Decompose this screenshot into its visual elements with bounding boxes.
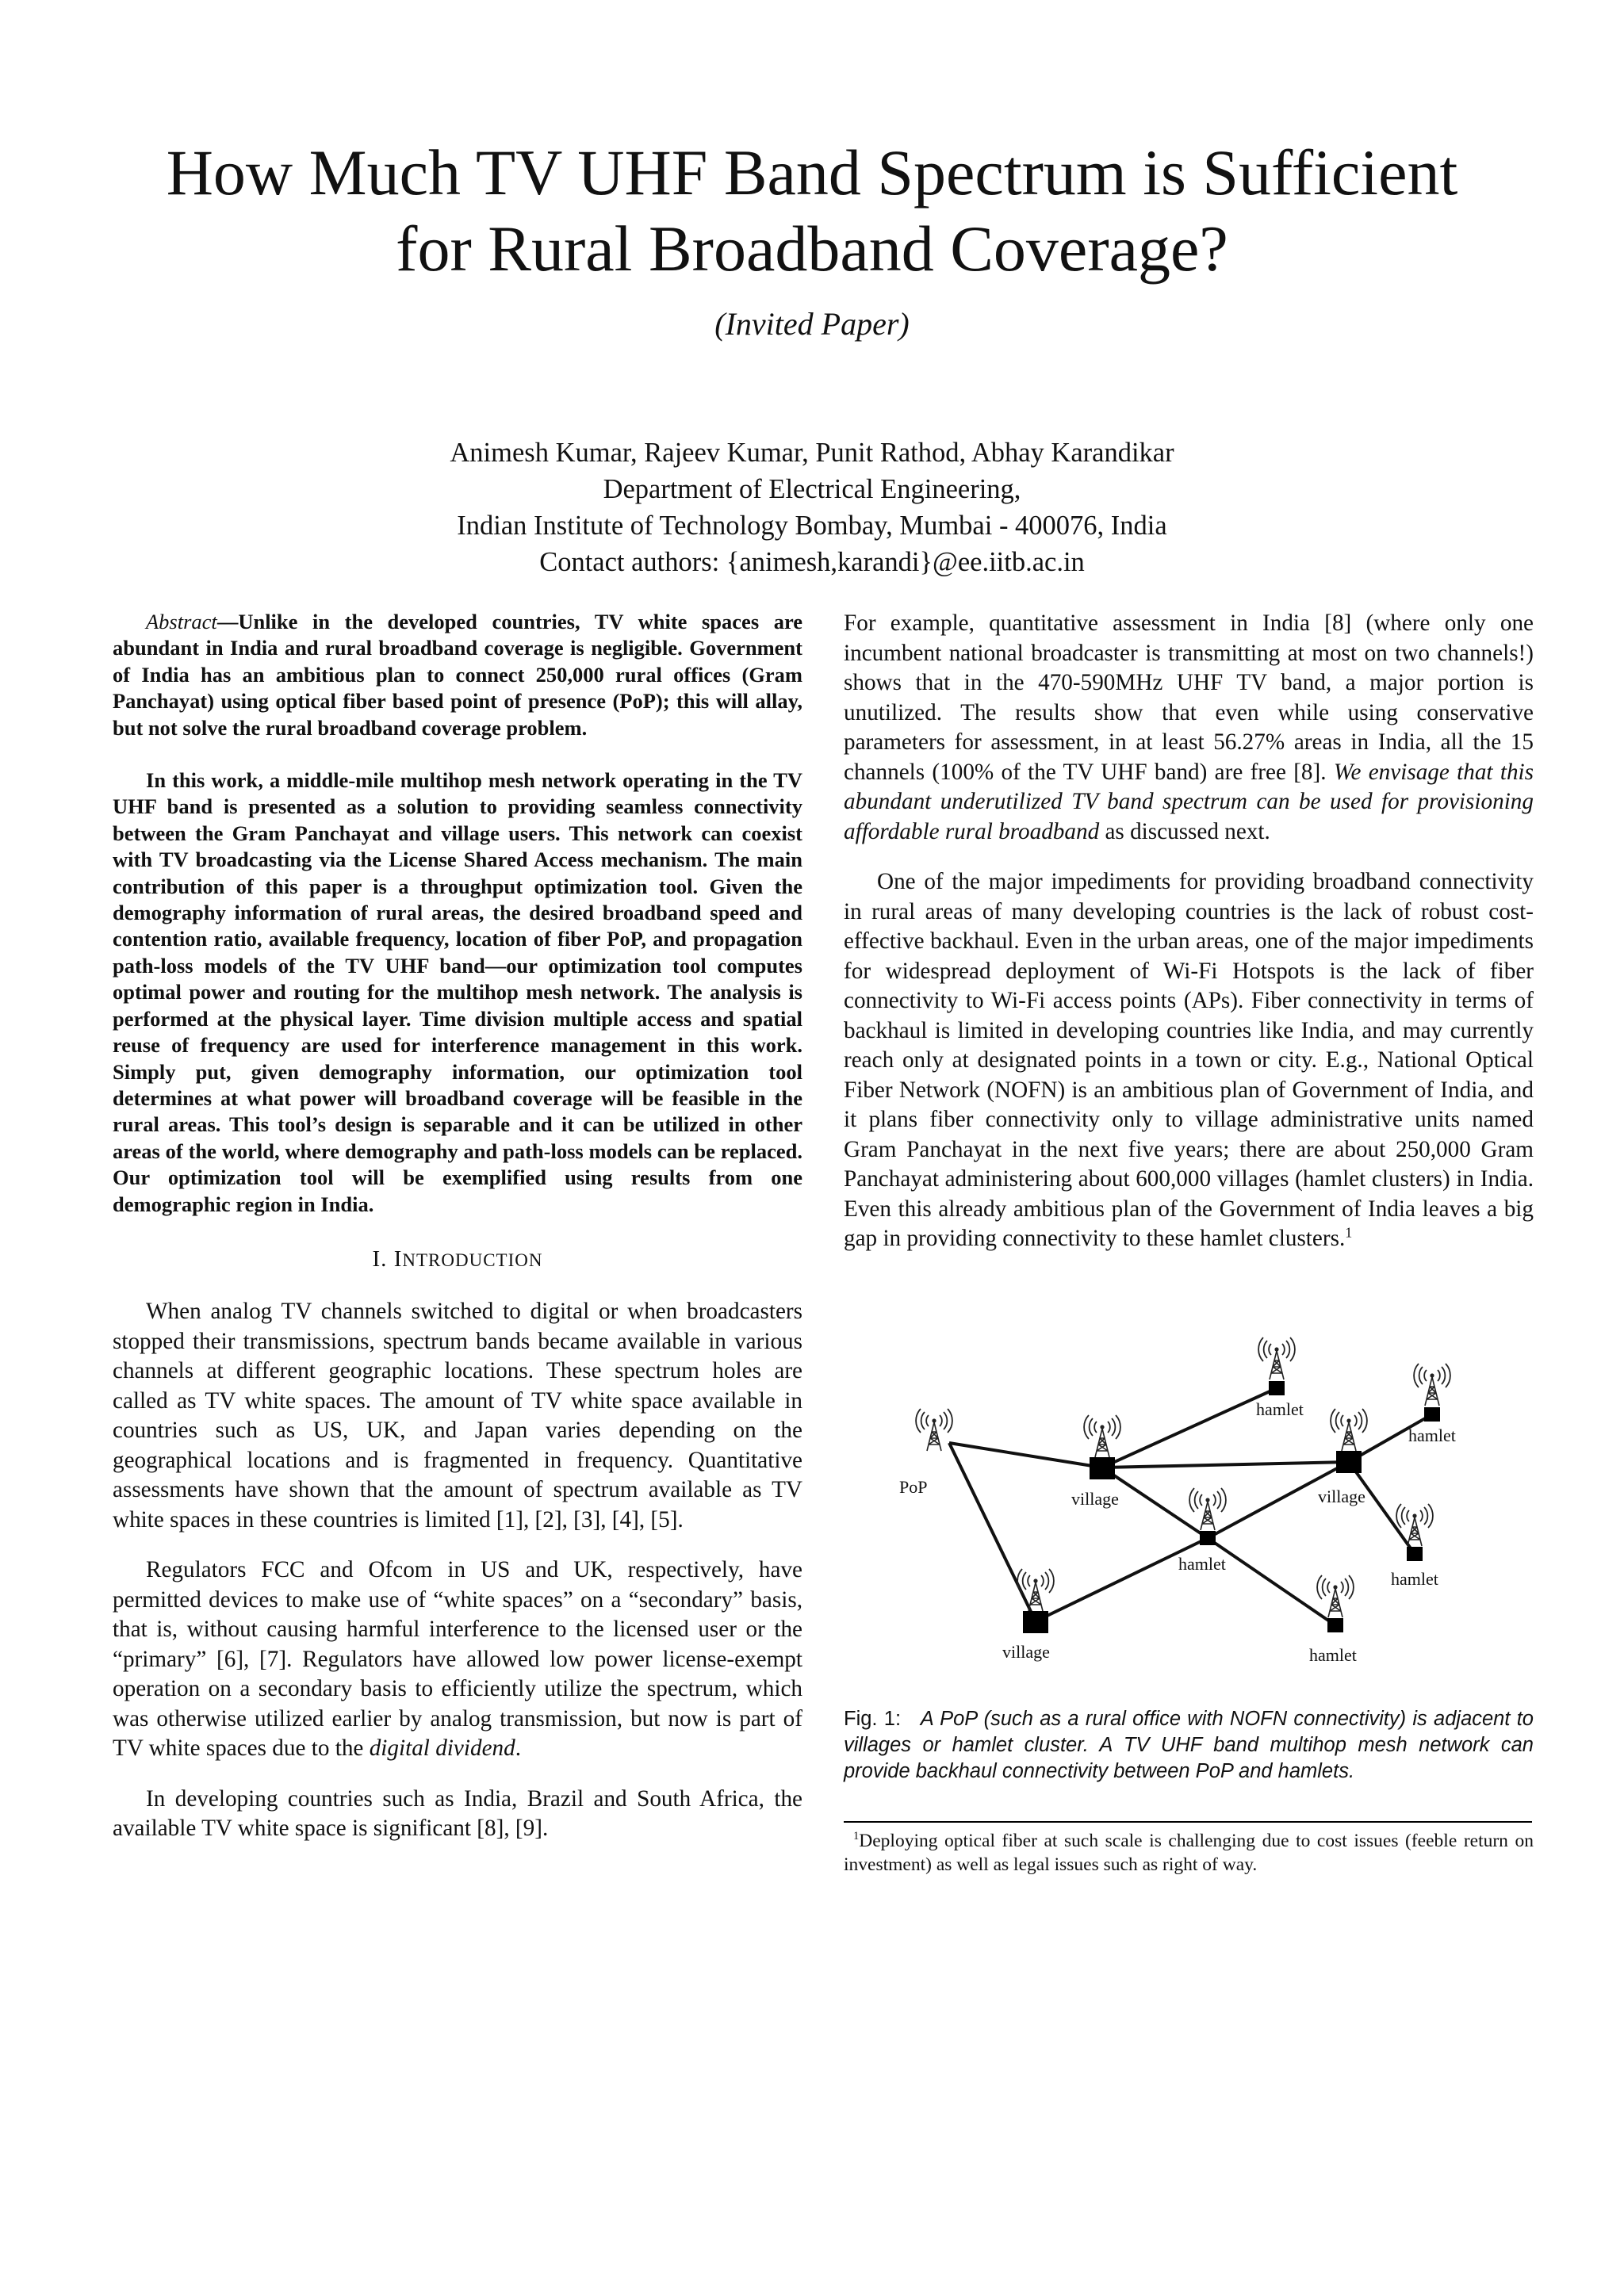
label-pop: PoP — [899, 1476, 928, 1497]
section-title-rest: NTRODUCTION — [402, 1249, 543, 1270]
abstract-text-1: —Unlike in the developed countries, TV white spaces are abundant in India and rural broadband coverage is negligible. Government of India has an ambitious plan to connect 250,000 rural offices (Gram Panchayat) using optical fiber based point of presence (PoP); this will allay, but not solve the rural broadband coverage problem. — [113, 610, 802, 740]
label-hamlet-center: hamlet — [1178, 1553, 1226, 1574]
label-hamlet-right: hamlet — [1408, 1425, 1456, 1445]
footnote-divider — [844, 1821, 1532, 1823]
title-line-1: How Much TV UHF Band Spectrum is Sufficient — [166, 136, 1458, 209]
link-hamlet-center-hamlet-bottom — [1208, 1538, 1335, 1625]
abstract-lead: Abstract — [146, 610, 217, 633]
footnote-1 — [844, 1829, 1534, 1877]
hamlet-node-right-low — [1396, 1504, 1433, 1561]
right-paragraph-1-emphasis: We envisage that this abundant underutilized TV band spectrum can be used for provisioning affordable rural broadband — [844, 759, 1534, 844]
caption-label: Fig. 1: — [844, 1707, 902, 1730]
right-column — [844, 609, 1534, 1877]
footnote-marker: 1 — [1345, 1224, 1353, 1241]
section-heading-introduction — [113, 1245, 802, 1276]
figure-1-caption — [844, 1706, 1534, 1785]
mesh-network-diagram — [844, 1275, 1542, 1703]
label-hamlet-top: hamlet — [1256, 1399, 1304, 1419]
caption-text: A PoP (such as a rural office with NOFN connectivity) is adjacent to villages or hamlet cluster. A TV UHF band multihop mesh network can provide backhaul connectivity between PoP and hamlets. — [844, 1707, 1534, 1782]
figure-1-network-diagram — [844, 1275, 1542, 1703]
hamlet-node-center — [1189, 1488, 1226, 1545]
footnote-text: Deploying optical fiber at such scale is challenging due to cost issues (feeble return on investment) as well as legal issues such as right of way. — [844, 1830, 1534, 1875]
author-institute: Indian Institute of Technology Bombay, Mumbai - 400076, India — [457, 511, 1167, 541]
hamlet-node-top — [1258, 1337, 1295, 1395]
introduction-body — [113, 1297, 802, 1844]
footnote-number: 1 — [853, 1829, 860, 1843]
abstract — [113, 609, 802, 1218]
label-village-3: village — [1002, 1641, 1050, 1662]
author-names: Animesh Kumar, Rajeev Kumar, Punit Rathod, Abhay Karandikar — [450, 438, 1174, 468]
author-block — [238, 434, 1386, 580]
section-number: I. — [372, 1246, 388, 1272]
label-hamlet-bottom: hamlet — [1309, 1644, 1357, 1665]
section-title-initial: I — [393, 1246, 403, 1272]
intro-paragraph-2 — [113, 1556, 802, 1764]
link-pop-village3 — [949, 1443, 1036, 1621]
right-body — [844, 609, 1534, 1254]
label-village-1: village — [1071, 1488, 1119, 1509]
paper-title — [79, 135, 1545, 287]
right-paragraph-1-end: as discussed next. — [1099, 818, 1270, 844]
title-line-2: for Rural Broadband Coverage? — [396, 212, 1228, 285]
author-contact: Contact authors: {animesh,karandi}@ee.iitb.ac.in — [539, 547, 1085, 577]
right-paragraph-2-text: One of the major impediments for providing broadband connectivity in rural areas of many developing countries is the lack of robust cost-effective backhaul. Even in the urban areas, one of the major impediments for widespread deployment of Wi-Fi Hotspots is the lack of fiber connectivity to Wi-Fi access points (APs). Fiber connectivity in terms of backhaul is limited in developing countries like India, and may currently reach only at designated points in a town or city. E.g., National Optical Fiber Network (NOFN) is an ambitious plan of Government of India, and it plans fiber connectivity only to village administrative units named Gram Panchayat in the next five years; there are about 250,000 Gram Panchayat administering about 600,000 villages (hamlet clusters) in India. Even this already ambitious plan of the Government of India leaves a big gap in providing connectivity to these hamlet clusters. — [844, 869, 1534, 1251]
abstract-paragraph-2: In this work, a middle-mile multihop mesh network operating in the TV UHF band is presented as a solution to providing seamless connectivity between the Gram Panchayat and village users. This network can coexist with TV broadcasting via the License Shared Access mechanism. The main contribution of this paper is a throughput optimization tool. Given the demography information of rural areas, the desired broadband speed and contention ratio, available frequency, location of fiber PoP, and propagation path-loss models of the TV UHF band—our optimization tool computes optimal power and routing for the multihop mesh network. The analysis is performed at the physical layer. Time division multiple access and spatial reuse of frequency are used for interference management in this work. Simply put, given demography information, our optimization tool determines at what power will broadband coverage will be feasible in the rural areas. This tool’s design is separable and it can be utilized in other areas of the world, where demography and path-loss models can be replaced. Our optimization tool will be exemplified using results from one demographic region in India. — [113, 768, 802, 1216]
paper-subtitle: (Invited Paper) — [714, 306, 910, 342]
hamlet-node-right — [1414, 1364, 1450, 1422]
label-village-2: village — [1318, 1486, 1365, 1506]
pop-node — [916, 1409, 952, 1451]
village-node-1 — [1084, 1415, 1120, 1479]
right-paragraph-1 — [844, 609, 1534, 847]
abstract-paragraph-1 — [113, 609, 802, 741]
author-department: Department of Electrical Engineering, — [603, 474, 1021, 504]
intro-paragraph-1: When analog TV channels switched to digital or when broadcasters stopped their transmissions, spectrum bands became available in various channels at different geographic locations. These spectrum holes are called as TV white spaces. The amount of TV white space available in countries such as US, UK, and Japan varies depending on the geographical locations and is fragmented in frequency. Quantitative assessments have shown that the amount of spectrum available as TV white spaces in these countries is limited [1], [2], [3], [4], [5]. — [113, 1299, 802, 1533]
right-paragraph-2 — [844, 867, 1534, 1254]
intro-paragraph-2-text: Regulators FCC and Ofcom in US and UK, respectively, have permitted devices to make use of “white spaces” on a “secondary” basis, that is, without causing harmful interference to the licensed user or the “primary” [6], [7]. Regulators have allowed low power license-exempt operation on a secondary basis to efficiently utilize the spectrum, which was otherwise utilized earlier by analog transmission, but now is part of TV white spaces due to the — [113, 1557, 802, 1762]
label-hamlet-right-low: hamlet — [1391, 1568, 1438, 1589]
link-village1-village2 — [1102, 1462, 1349, 1468]
intro-paragraph-2-end: . — [515, 1735, 522, 1762]
link-village1-hamlet-top — [1102, 1388, 1277, 1468]
intro-paragraph-2-emphasis: digital dividend — [369, 1735, 515, 1762]
right-paragraph-1-text: For example, quantitative assessment in India [8] (where only one incumbent national broadcaster is transmitting at most on two channels!) shows that in the 470-590MHz UHF TV band, a major portion is unutilized. The results show that even while using conservative parameters for assessment, in at least 56.27% areas in India, all the 15 channels (100% of the TV UHF band) are free [8]. — [844, 610, 1534, 785]
link-hamlet-center-village3 — [1036, 1538, 1208, 1621]
village-node-3 — [1017, 1569, 1054, 1633]
link-pop-village1 — [949, 1443, 1102, 1468]
hamlet-node-bottom — [1317, 1575, 1354, 1632]
intro-paragraph-3: In developing countries such as India, Brazil and South Africa, the available TV white space is significant [8], [9]. — [113, 1785, 802, 1842]
left-column — [113, 609, 802, 1865]
